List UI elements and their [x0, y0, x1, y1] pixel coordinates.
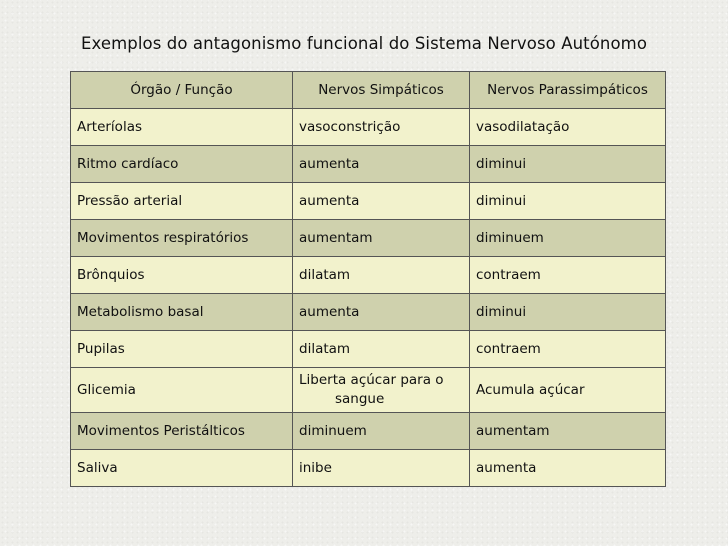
cell-sympathetic: aumenta: [293, 183, 470, 220]
slide-title: Exemplos do antagonismo funcional do Sistema Nervoso Autónomo: [80, 34, 648, 53]
cell-parasympathetic: diminui: [470, 183, 666, 220]
header-sympathetic: Nervos Simpáticos: [293, 72, 470, 109]
table-row: [71, 294, 666, 331]
header-organ-function: Órgão / Função: [71, 72, 293, 109]
table-row: [71, 257, 666, 294]
cell-parasympathetic: diminuem: [470, 220, 666, 257]
cell-organ: Ritmo cardíaco: [71, 146, 293, 183]
cell-organ: Pupilas: [71, 331, 293, 368]
cell-sympathetic: vasoconstrição: [293, 109, 470, 146]
cell-sympathetic: inibe: [293, 450, 470, 487]
table-row: [71, 146, 666, 183]
cell-sympathetic: aumentam: [293, 220, 470, 257]
cell-sympathetic-line-2: sangue: [335, 391, 385, 407]
cell-parasympathetic: contraem: [470, 331, 666, 368]
cell-parasympathetic: diminui: [470, 294, 666, 331]
cell-parasympathetic: contraem: [470, 257, 666, 294]
table-header-row: [71, 72, 666, 109]
cell-sympathetic: diminuem: [293, 413, 470, 450]
cell-organ: Movimentos respiratórios: [71, 220, 293, 257]
cell-organ: Saliva: [71, 450, 293, 487]
cell-organ: Arteríolas: [71, 109, 293, 146]
table-row: [71, 109, 666, 146]
cell-sympathetic: dilatam: [293, 331, 470, 368]
table-row: [71, 183, 666, 220]
cell-organ: Metabolismo basal: [71, 294, 293, 331]
cell-organ: Movimentos Peristálticos: [71, 413, 293, 450]
header-parasympathetic: Nervos Parassimpáticos: [470, 72, 666, 109]
cell-organ: Brônquios: [71, 257, 293, 294]
cell-parasympathetic: diminui: [470, 146, 666, 183]
cell-sympathetic: aumenta: [293, 294, 470, 331]
cell-organ: Glicemia: [71, 368, 293, 413]
cell-sympathetic: aumenta: [293, 146, 470, 183]
table-row: [71, 331, 666, 368]
cell-parasympathetic: Acumula açúcar: [470, 368, 666, 413]
table-row: [71, 450, 666, 487]
table-row: [71, 220, 666, 257]
cell-sympathetic: [293, 368, 470, 413]
cell-organ: Pressão arterial: [71, 183, 293, 220]
cell-parasympathetic: aumenta: [470, 450, 666, 487]
cell-parasympathetic: vasodilatação: [470, 109, 666, 146]
cell-sympathetic: dilatam: [293, 257, 470, 294]
cell-sympathetic-line-1: Liberta açúcar para o: [299, 372, 444, 388]
cell-parasympathetic: aumentam: [470, 413, 666, 450]
table-row: [71, 368, 666, 413]
antagonism-table: [70, 71, 666, 487]
table-row: [71, 413, 666, 450]
